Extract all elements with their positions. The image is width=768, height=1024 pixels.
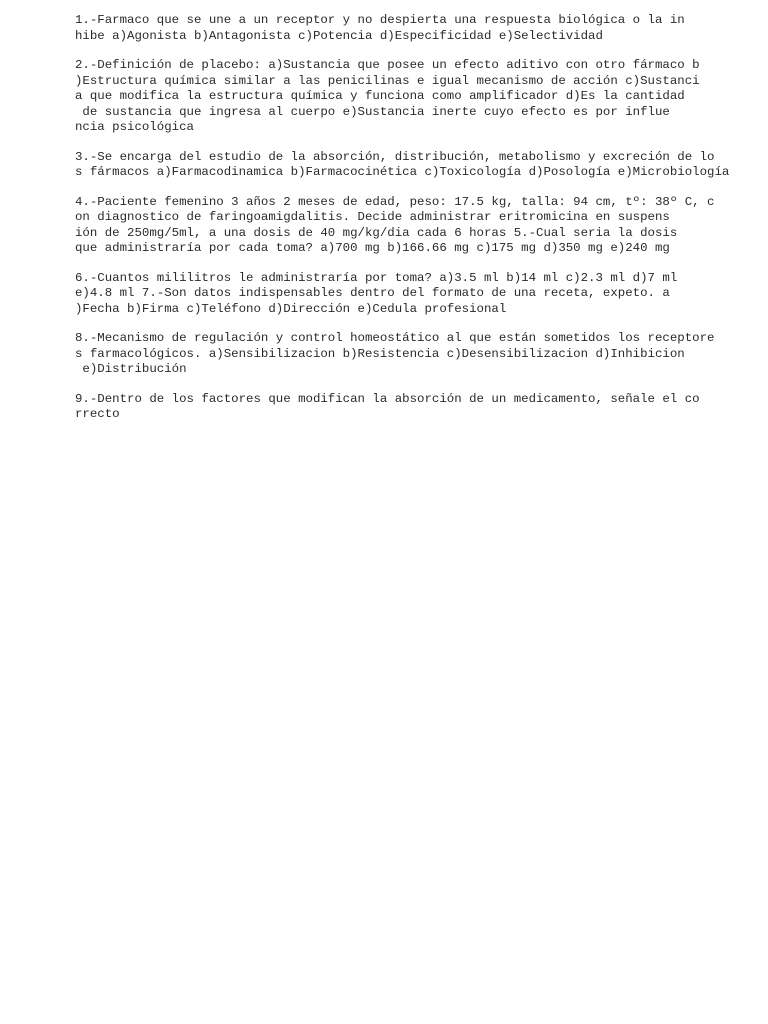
text-line: s farmacológicos. a)Sensibilizacion b)Resistencia c)Desensibilizacion d)Inhibicion [75,346,685,361]
text-line: 9.-Dentro de los factores que modifican la absorción de un medicamento, señale el co [75,391,700,406]
text-line: ión de 250mg/5ml, a una dosis de 40 mg/kg/dia cada 6 horas 5.-Cual seria la dosis [75,225,678,240]
document-body [75,13,745,437]
text-line: rrecto [75,407,120,421]
text-line: 8.-Mecanismo de regulación y control homeostático al que están sometidos los receptore [75,331,715,345]
text-line: que administraría por cada toma? a)700 mg b)166.66 mg c)175 mg d)350 mg e)240 mg [75,241,670,255]
question-3 [75,150,745,181]
text-line: )Estructura química similar a las penicilinas e igual mecanismo de acción c)Sustanci [75,73,700,88]
question-6-7 [75,271,745,318]
text-line: a que modifica la estructura química y funciona como amplificador d)Es la cantidad [75,89,685,103]
text-line: de sustancia que ingresa al cuerpo e)Sustancia inerte cuyo efecto es por influe [75,104,670,119]
text-line: e)Distribución [75,362,187,376]
text-line: 2.-Definición de placebo: a)Sustancia que posee un efecto aditivo con otro fármaco b [75,58,700,72]
text-line: s fármacos a)Farmacodinamica b)Farmacocinética c)Toxicología d)Posología e)Microbiología [75,165,730,179]
question-4-5 [75,195,745,257]
question-1 [75,13,745,44]
text-line: 4.-Paciente femenino 3 años 2 meses de edad, peso: 17.5 kg, talla: 94 cm, tº: 38º C, c [75,194,715,209]
question-9 [75,392,745,423]
text-line: hibe a)Agonista b)Antagonista c)Potencia d)Especificidad e)Selectividad [75,28,603,43]
text-line: )Fecha b)Firma c)Teléfono d)Dirección e)Cedula profesional [75,301,507,316]
text-line: 3.-Se encarga del estudio de la absorción, distribución, metabolismo y excreción de lo [75,149,715,164]
text-line: on diagnostico de faringoamigdalitis. Decide administrar eritromicina en suspens [75,210,670,224]
text-line: 6.-Cuantos mililitros le administraría por toma? a)3.5 ml b)14 ml c)2.3 ml d)7 ml [75,270,678,285]
question-8 [75,331,745,378]
text-line: e)4.8 ml 7.-Son datos indispensables dentro del formato de una receta, expeto. a [75,286,670,300]
text-line: 1.-Farmaco que se une a un receptor y no despierta una respuesta biológica o la in [75,13,685,27]
text-line: ncia psicológica [75,120,194,134]
question-2 [75,58,745,136]
